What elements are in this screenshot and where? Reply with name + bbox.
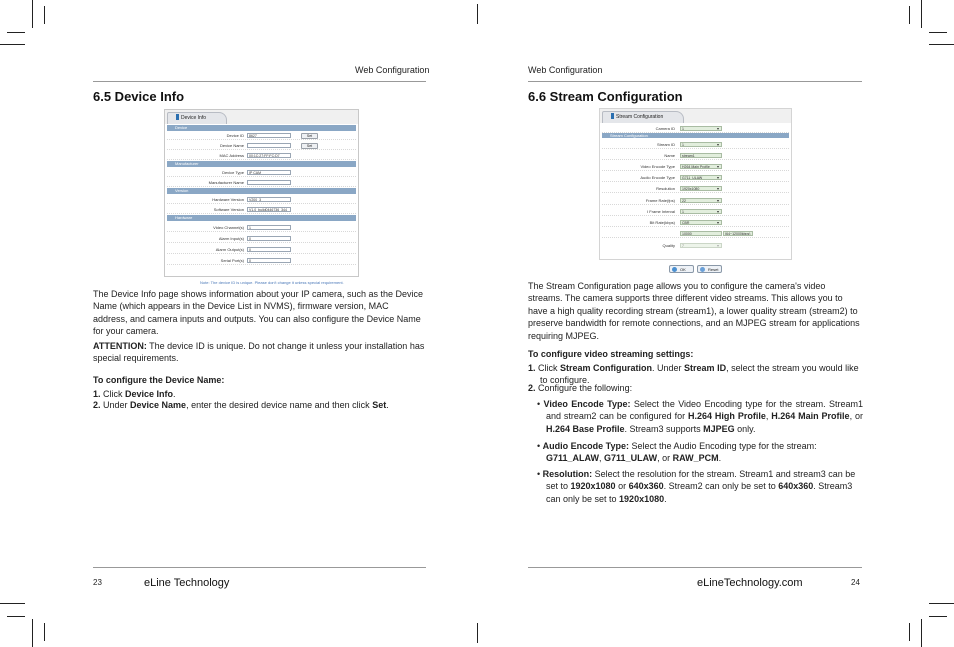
section-stream-configuration: Stream Configuration: [602, 133, 789, 138]
section-hardware: Hardware: [167, 215, 356, 221]
chevron-down-icon: ▾: [717, 186, 720, 191]
row-stream-id: Stream ID 1 ▾: [602, 140, 789, 149]
row-frame-rate: Frame Rate(fps) 22 ▾: [602, 196, 789, 205]
ok-icon: [672, 267, 677, 272]
tab-bar: [600, 109, 791, 123]
reset-button[interactable]: Reset: [697, 265, 722, 273]
bullet-resolution: • Resolution: Select the resolution for the stream. Stream1 and stream3 can be set to 1920x1080 or 640x360. Stream2 can only be set to 640x360. Stream3 can only be set to 1920x1080.: [537, 469, 856, 504]
row-quality: Quality 7 ▾: [602, 241, 789, 250]
alarm-inputs-field: 0: [247, 236, 291, 241]
chevron-down-icon: ▾: [717, 220, 720, 225]
left-section-title: 6.5 Device Info: [93, 89, 185, 104]
device-id-note: Note: The device ID is unique. Please don't change it unless special requirement.: [200, 280, 344, 285]
left-footer-text: eLine Technology: [144, 577, 230, 589]
section-manufacturer: Manufacturer: [167, 161, 356, 167]
row-alarm-inputs: Alarm Input(s) 0: [167, 234, 356, 243]
section-device: Device: [167, 125, 356, 131]
video-encode-type-select[interactable]: H264 Main Profile: [680, 164, 722, 169]
configure-streaming-heading: To configure video streaming settings:: [528, 349, 694, 359]
row-serial-ports: Serial Port(s) 0: [167, 256, 356, 265]
chevron-down-icon: ▾: [717, 142, 720, 147]
serial-ports-field: 0: [247, 258, 291, 263]
bullet-icon: •: [537, 441, 541, 451]
tab-icon: [611, 113, 614, 119]
tab-bar: [165, 110, 358, 124]
chevron-down-icon: ▾: [717, 243, 720, 248]
quality-select[interactable]: 7: [680, 243, 722, 248]
right-section-title: 6.6 Stream Configuration: [528, 89, 683, 104]
camera-id-select[interactable]: 1: [680, 126, 722, 131]
left-header-rule: [93, 81, 426, 82]
row-audio-encode-type: Audio Encode Type G711_ULAW ▾: [602, 173, 789, 182]
manufacturer-name-field: [247, 180, 291, 185]
chevron-down-icon: ▾: [717, 198, 720, 203]
i-frame-interval-select[interactable]: 1: [680, 209, 722, 214]
row-device-id: Device ID 8627 Set: [167, 131, 356, 140]
video-channels-field: 1: [247, 225, 291, 230]
tab-device-info[interactable]: Device Info: [167, 112, 227, 124]
attention-paragraph: ATTENTION: The device ID is unique. Do not change it unless your installation has special requirements.: [93, 341, 425, 364]
tab-icon: [176, 114, 179, 120]
left-page-number: 23: [93, 578, 102, 587]
row-video-encode-type: Video Encode Type H264 Main Profile ▾: [602, 162, 789, 171]
bullet-audio-encode: • Audio Encode Type: Select the Audio Encoding type for the stream: G711_ALAW, G711_ULAW, or RAW_PCM.: [537, 441, 817, 464]
device-type-field: IP CAM: [247, 170, 291, 175]
chevron-down-icon: ▾: [717, 126, 720, 131]
bullet-icon: •: [537, 469, 541, 479]
bullet-icon: •: [537, 399, 541, 409]
left-footer-rule: [93, 567, 426, 568]
audio-encode-type-select[interactable]: G711_ULAW: [680, 175, 722, 180]
section-version: Version: [167, 188, 356, 194]
device-name-set-button[interactable]: Set: [301, 143, 318, 149]
right-header-rule: [528, 81, 862, 82]
right-footer-rule: [528, 567, 862, 568]
row-device-type: Device Type IP CAM: [167, 168, 356, 177]
row-alarm-outputs: Alarm Output(s) 0: [167, 245, 356, 254]
hardware-version-field: V200_3: [247, 197, 291, 202]
device-id-set-button[interactable]: Set: [301, 133, 318, 139]
stream-name-field[interactable]: stream1: [680, 153, 722, 158]
mac-address-field: 00:1C:27:FF:FC:D7: [247, 153, 291, 158]
alarm-outputs-field: 0: [247, 247, 291, 252]
left-step-2: 2. Under Device Name, enter the desired device name and then click Set.: [93, 400, 389, 410]
device-id-field[interactable]: 8627: [247, 133, 291, 138]
stream-config-description: The Stream Configuration page allows you to configure the camera's video streams. The camera supports three different video streams. This allows you to have a high quality recording stream (stream1), a lower quality stream (stream2) to preserve bandwidth for remote connections, and an MJPEG stream for applications requiring MJPEG.: [528, 281, 860, 341]
chevron-down-icon: ▾: [717, 164, 720, 169]
right-step-1: 1. Click Stream Configuration. Under Stream ID, select the stream you would like to configure.: [528, 363, 859, 386]
reset-icon: [700, 267, 705, 272]
configure-device-name-heading: To configure the Device Name:: [93, 375, 225, 385]
bit-rate-mode-select[interactable]: CBR: [680, 220, 722, 225]
device-name-field[interactable]: [247, 143, 291, 148]
right-step-2: 2. Configure the following:: [528, 383, 633, 393]
row-camera-id: Camera ID 1 ▾: [602, 124, 789, 133]
bit-rate-range-hint: (64~12000kbps): [723, 231, 753, 236]
tab-stream-configuration[interactable]: Stream Configuration: [602, 111, 684, 123]
right-page-number: 24: [851, 578, 860, 587]
row-hardware-version: Hardware Version V200_3: [167, 195, 356, 204]
row-device-name: Device Name Set: [167, 141, 356, 150]
row-i-frame-interval: I Frame Interval 1 ▾: [602, 207, 789, 216]
row-bit-rate: Bit Rate(kbps) CBR ▾: [602, 218, 789, 227]
left-running-header: Web Configuration: [355, 65, 430, 75]
row-resolution: Resolution 1920x1080 ▾: [602, 184, 789, 193]
row-bit-rate-value: [602, 229, 789, 238]
stream-config-screenshot: [599, 108, 792, 260]
right-footer-text: eLineTechnology.com: [697, 577, 803, 589]
device-info-screenshot: [164, 109, 359, 277]
chevron-down-icon: ▾: [717, 175, 720, 180]
row-mac-address: MAC Address 00:1C:27:FF:FC:D7: [167, 151, 356, 160]
row-software-version: Software Version V1.0_build0446736_344: [167, 205, 356, 214]
software-version-field: V1.0_build0446736_344: [247, 207, 291, 212]
bullet-video-encode: • Video Encode Type: Select the Video Encoding type for the stream. Stream1 and stream2 can be configured for H.264 High Profile, H.264 Main Profile, or H.264 Base Profile. Stream3 supports MJPEG only.: [537, 399, 863, 434]
frame-rate-select[interactable]: 22: [680, 198, 722, 203]
row-video-channels: Video Channel(s) 1: [167, 223, 356, 232]
chevron-down-icon: ▾: [717, 209, 720, 214]
left-step-1: 1. Click Device Info.: [93, 389, 176, 399]
resolution-select[interactable]: 1920x1080: [680, 186, 722, 191]
device-info-description: The Device Info page shows information about your IP camera, such as the Device Name (which appears in the Device List in NVMS), firmware version, MAC address, and camera inputs and outputs. You can also configure the Device Name for your camera.: [93, 289, 424, 337]
ok-button[interactable]: OK: [669, 265, 694, 273]
stream-id-select[interactable]: 1: [680, 142, 722, 147]
bit-rate-value-field[interactable]: 10000: [680, 231, 722, 236]
row-name: Name stream1: [602, 151, 789, 160]
row-manufacturer-name: Manufacturer Name: [167, 178, 356, 187]
right-running-header: Web Configuration: [528, 65, 603, 75]
